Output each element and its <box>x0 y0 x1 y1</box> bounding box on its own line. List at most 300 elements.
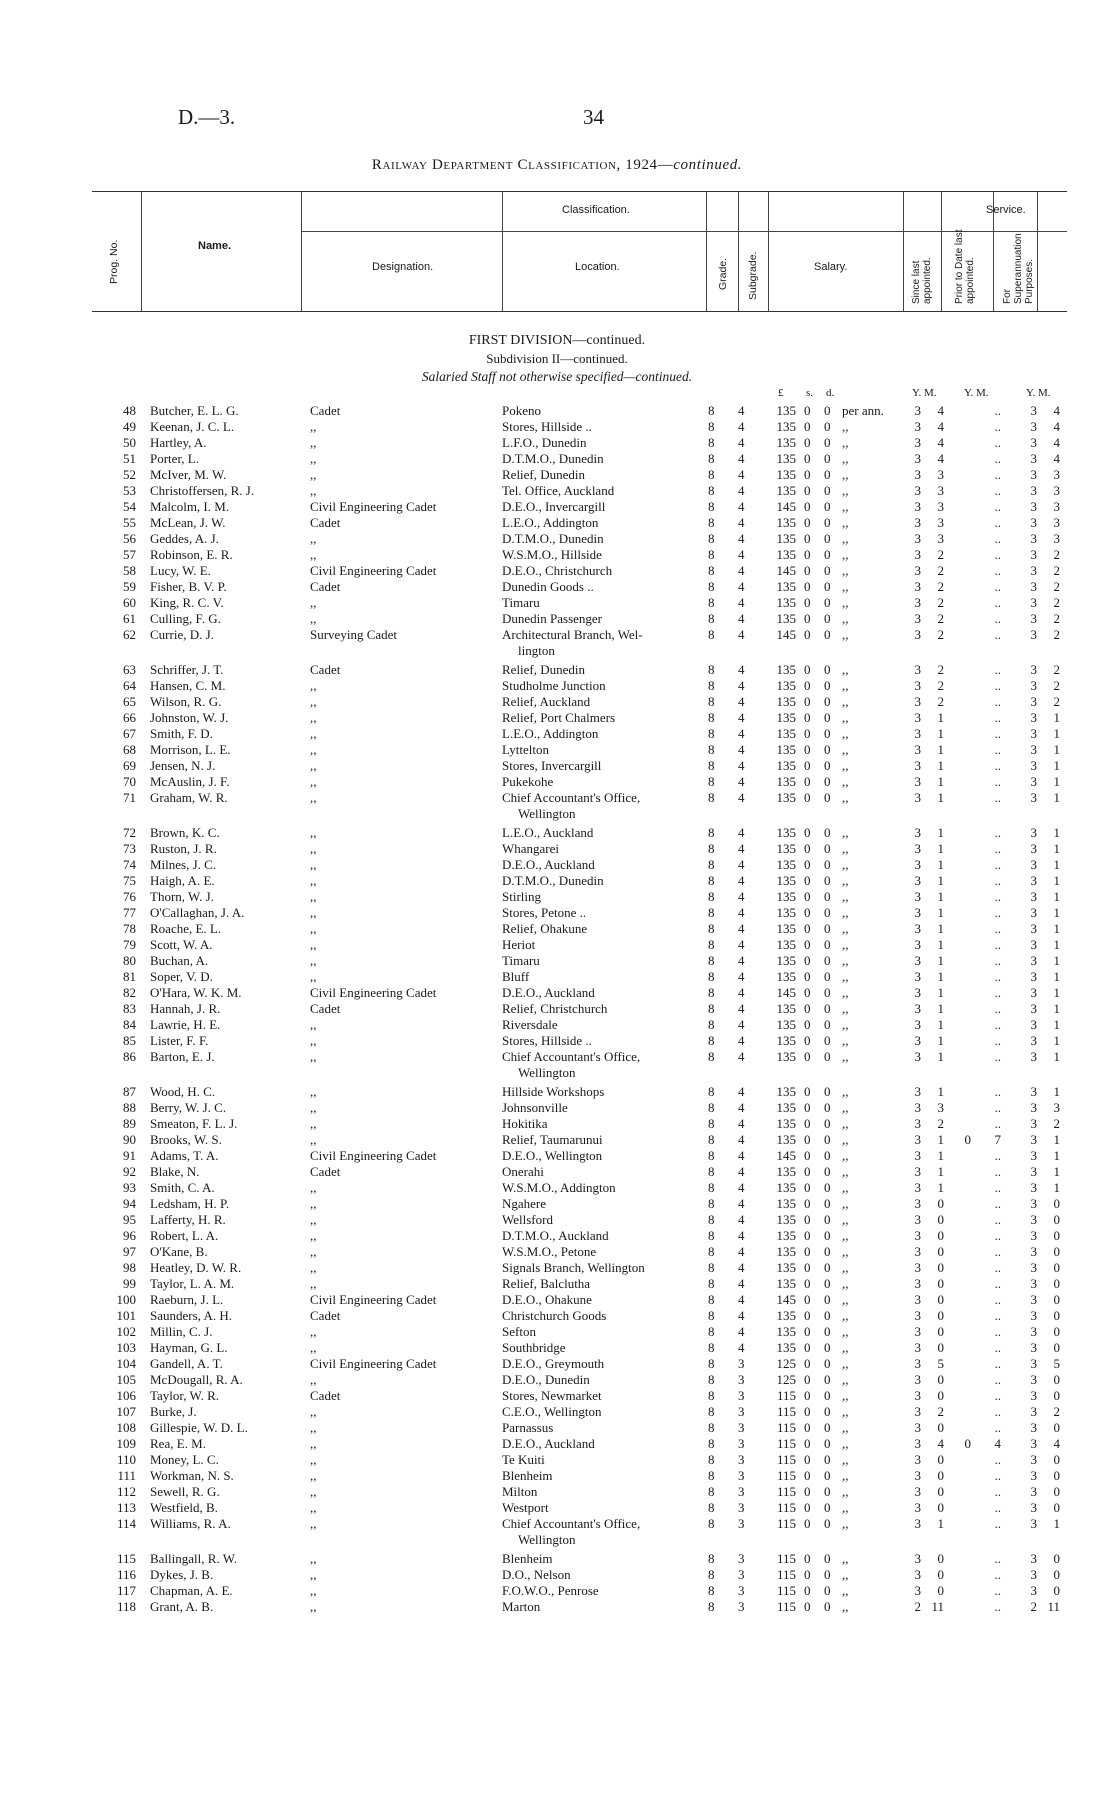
cell-salary-pence: 0 <box>824 1132 831 1147</box>
cell-salary-pounds: 125 <box>776 1356 796 1371</box>
cell-since-years: 3 <box>914 1260 921 1275</box>
cell-salary-pounds: 125 <box>776 1372 796 1387</box>
cell-since-months: 0 <box>937 1196 944 1211</box>
cell-salary-shillings: 0 <box>804 921 811 936</box>
cell-salary-period: ,, <box>842 419 849 434</box>
cell-subgrade: 4 <box>738 678 745 693</box>
cell-super-years: 3 <box>1030 515 1037 530</box>
cell-salary-pounds: 135 <box>776 694 796 709</box>
cell-prior-months: .. <box>994 1148 1001 1163</box>
cell-salary-pounds: 135 <box>776 515 796 530</box>
cell-designation: Civil Engineering Cadet <box>310 1148 437 1163</box>
header-prior-to: Prior to Date last appointed. <box>954 229 976 304</box>
cell-salary-shillings: 0 <box>804 1308 811 1323</box>
cell-designation: ,, <box>310 1049 317 1064</box>
cell-since-years: 3 <box>914 726 921 741</box>
cell-prog-no: 48 <box>123 403 136 418</box>
cell-prior-months: .. <box>994 1292 1001 1307</box>
cell-super-years: 3 <box>1030 1100 1037 1115</box>
cell-salary-pence: 0 <box>824 1372 831 1387</box>
cell-salary-period: ,, <box>842 1500 849 1515</box>
cell-grade: 8 <box>708 1164 715 1179</box>
cell-salary-pence: 0 <box>824 1180 831 1195</box>
cell-salary-pence: 0 <box>824 678 831 693</box>
cell-prog-no: 57 <box>123 547 136 562</box>
cell-since-years: 3 <box>914 1244 921 1259</box>
cell-subgrade: 4 <box>738 467 745 482</box>
cell-subgrade: 4 <box>738 774 745 789</box>
cell-prior-months: .. <box>994 1100 1001 1115</box>
cell-super-years: 3 <box>1030 483 1037 498</box>
cell-super-months: 1 <box>1053 726 1060 741</box>
cell-location: D.E.O., Auckland <box>502 1436 595 1451</box>
cell-location: Relief, Ohakune <box>502 921 588 936</box>
cell-salary-shillings: 0 <box>804 1452 811 1467</box>
cell-super-months: 1 <box>1053 953 1060 968</box>
cell-salary-pence: 0 <box>824 1356 831 1371</box>
cell-name: Culling, F. G. <box>150 611 221 626</box>
cell-salary-period: ,, <box>842 547 849 562</box>
cell-designation: Civil Engineering Cadet <box>310 563 437 578</box>
cell-salary-pounds: 135 <box>776 678 796 693</box>
cell-salary-period: ,, <box>842 1276 849 1291</box>
cell-location: Pukekohe <box>502 774 554 789</box>
cell-prog-no: 84 <box>123 1017 136 1032</box>
cell-grade: 8 <box>708 758 715 773</box>
cell-salary-period: ,, <box>842 1212 849 1227</box>
cell-grade: 8 <box>708 1049 715 1064</box>
cell-super-months: 2 <box>1053 678 1060 693</box>
cell-name: Lawrie, H. E. <box>150 1017 221 1032</box>
cell-since-months: 0 <box>937 1244 944 1259</box>
cell-name: Burke, J. <box>150 1404 197 1419</box>
cell-since-months: 1 <box>937 710 944 725</box>
cell-prior-months: .. <box>994 1228 1001 1243</box>
cell-super-months: 0 <box>1053 1388 1060 1403</box>
cell-subgrade: 4 <box>738 1244 745 1259</box>
cell-salary-shillings: 0 <box>804 499 811 514</box>
cell-designation: ,, <box>310 1583 317 1598</box>
cell-super-months: 3 <box>1053 515 1060 530</box>
cell-since-months: 4 <box>937 435 944 450</box>
cell-location: D.E.O., Auckland <box>502 857 595 872</box>
cell-prior-months: .. <box>994 403 1001 418</box>
cell-salary-pence: 0 <box>824 435 831 450</box>
cell-subgrade: 3 <box>738 1388 745 1403</box>
cell-super-months: 0 <box>1053 1567 1060 1582</box>
cell-salary-pounds: 145 <box>776 499 796 514</box>
cell-super-months: 11 <box>1047 1599 1060 1614</box>
cell-location: Hokitika <box>502 1116 548 1131</box>
cell-subgrade: 4 <box>738 905 745 920</box>
cell-salary-period: ,, <box>842 825 849 840</box>
cell-name: Porter, L. <box>150 451 199 466</box>
cell-salary-period: ,, <box>842 1436 849 1451</box>
cell-designation: ,, <box>310 726 317 741</box>
cell-location-continued: Wellington <box>518 1532 576 1547</box>
cell-salary-shillings: 0 <box>804 969 811 984</box>
cell-subgrade: 4 <box>738 1308 745 1323</box>
cell-prior-months: .. <box>994 921 1001 936</box>
cell-prior-months: .. <box>994 483 1001 498</box>
cell-salary-pence: 0 <box>824 531 831 546</box>
cell-since-years: 3 <box>914 889 921 904</box>
cell-since-years: 3 <box>914 435 921 450</box>
cell-since-months: 1 <box>937 1084 944 1099</box>
cell-salary-pounds: 135 <box>776 419 796 434</box>
cell-since-months: 0 <box>937 1260 944 1275</box>
cell-super-months: 1 <box>1053 1017 1060 1032</box>
cell-salary-shillings: 0 <box>804 1116 811 1131</box>
cell-prior-years: 0 <box>964 1436 971 1451</box>
cell-salary-shillings: 0 <box>804 1551 811 1566</box>
cell-since-years: 3 <box>914 1148 921 1163</box>
cell-designation: ,, <box>310 825 317 840</box>
cell-salary-period: ,, <box>842 1308 849 1323</box>
cell-salary-pounds: 135 <box>776 873 796 888</box>
cell-name: Keenan, J. C. L. <box>150 419 235 434</box>
cell-grade: 8 <box>708 627 715 642</box>
cell-super-years: 3 <box>1030 969 1037 984</box>
cell-location: D.E.O., Wellington <box>502 1148 603 1163</box>
cell-salary-shillings: 0 <box>804 467 811 482</box>
cell-super-years: 3 <box>1030 1244 1037 1259</box>
cell-since-months: 0 <box>937 1420 944 1435</box>
cell-location: Pokeno <box>502 403 541 418</box>
cell-name: Workman, N. S. <box>150 1468 234 1483</box>
cell-salary-period: ,, <box>842 985 849 1000</box>
cell-prior-months: .. <box>994 499 1001 514</box>
cell-subgrade: 4 <box>738 1164 745 1179</box>
cell-prog-no: 96 <box>123 1228 136 1243</box>
cell-since-months: 3 <box>937 483 944 498</box>
cell-since-months: 0 <box>937 1228 944 1243</box>
page-number: 34 <box>583 105 604 129</box>
cell-salary-shillings: 0 <box>804 1500 811 1515</box>
cell-super-years: 3 <box>1030 1420 1037 1435</box>
cell-since-years: 3 <box>914 1516 921 1531</box>
cell-salary-period: ,, <box>842 921 849 936</box>
cell-salary-pence: 0 <box>824 1148 831 1163</box>
cell-subgrade: 4 <box>738 1196 745 1211</box>
cell-designation: ,, <box>310 841 317 856</box>
cell-since-years: 3 <box>914 1567 921 1582</box>
cell-super-months: 0 <box>1053 1551 1060 1566</box>
cell-since-months: 0 <box>937 1324 944 1339</box>
cell-super-years: 3 <box>1030 1260 1037 1275</box>
cell-location: Stores, Hillside .. <box>502 419 592 434</box>
cell-prog-no: 110 <box>116 1452 136 1467</box>
cell-grade: 8 <box>708 595 715 610</box>
cell-super-years: 3 <box>1030 873 1037 888</box>
cell-prog-no: 58 <box>123 563 136 578</box>
cell-since-years: 3 <box>914 1100 921 1115</box>
cell-salary-period: ,, <box>842 483 849 498</box>
cell-since-years: 3 <box>914 1340 921 1355</box>
cell-super-months: 1 <box>1053 1033 1060 1048</box>
cell-since-months: 0 <box>937 1500 944 1515</box>
cell-salary-shillings: 0 <box>804 435 811 450</box>
cell-designation: Surveying Cadet <box>310 627 398 642</box>
cell-subgrade: 4 <box>738 1100 745 1115</box>
cell-salary-period: ,, <box>842 1116 849 1131</box>
cell-super-years: 3 <box>1030 1484 1037 1499</box>
cell-salary-pounds: 135 <box>776 1308 796 1323</box>
cell-designation: ,, <box>310 1551 317 1566</box>
cell-salary-pounds: 145 <box>776 563 796 578</box>
cell-super-years: 3 <box>1030 467 1037 482</box>
cell-grade: 8 <box>708 483 715 498</box>
cell-prog-no: 64 <box>123 678 136 693</box>
cell-designation: ,, <box>310 1420 317 1435</box>
cell-grade: 8 <box>708 1116 715 1131</box>
cell-super-years: 3 <box>1030 774 1037 789</box>
cell-name: McAuslin, J. F. <box>150 774 230 789</box>
cell-salary-pence: 0 <box>824 627 831 642</box>
cell-salary-pence: 0 <box>824 921 831 936</box>
cell-designation: ,, <box>310 467 317 482</box>
cell-prior-months: .. <box>994 1212 1001 1227</box>
cell-salary-period: ,, <box>842 563 849 578</box>
cell-since-months: 2 <box>937 611 944 626</box>
cell-salary-period: ,, <box>842 1484 849 1499</box>
cell-designation: ,, <box>310 611 317 626</box>
cell-since-months: 2 <box>937 579 944 594</box>
cell-salary-pence: 0 <box>824 1308 831 1323</box>
cell-since-years: 3 <box>914 467 921 482</box>
cell-prior-months: .. <box>994 1196 1001 1211</box>
cell-since-years: 3 <box>914 1084 921 1099</box>
cell-prog-no: 91 <box>123 1148 136 1163</box>
cell-salary-pence: 0 <box>824 515 831 530</box>
cell-prior-months: .. <box>994 1260 1001 1275</box>
cell-designation: ,, <box>310 1196 317 1211</box>
cell-designation: ,, <box>310 1084 317 1099</box>
cell-salary-shillings: 0 <box>804 563 811 578</box>
cell-name: Scott, W. A. <box>150 937 213 952</box>
cell-super-months: 1 <box>1053 857 1060 872</box>
cell-prior-months: .. <box>994 1404 1001 1419</box>
cell-grade: 8 <box>708 1276 715 1291</box>
cell-salary-period: ,, <box>842 905 849 920</box>
cell-prog-no: 100 <box>116 1292 136 1307</box>
cell-designation: ,, <box>310 1324 317 1339</box>
cell-prog-no: 72 <box>123 825 136 840</box>
cell-prior-months: .. <box>994 1551 1001 1566</box>
cell-subgrade: 4 <box>738 1017 745 1032</box>
cell-salary-pounds: 115 <box>776 1484 796 1499</box>
cell-prior-months: .. <box>994 1468 1001 1483</box>
cell-salary-pounds: 135 <box>776 758 796 773</box>
cell-prog-no: 101 <box>116 1308 136 1323</box>
cell-super-months: 4 <box>1053 435 1060 450</box>
cell-name: Gandell, A. T. <box>150 1356 223 1371</box>
cell-prior-months: .. <box>994 969 1001 984</box>
cell-salary-shillings: 0 <box>804 515 811 530</box>
cell-subgrade: 4 <box>738 1228 745 1243</box>
cell-subgrade: 4 <box>738 563 745 578</box>
cell-grade: 8 <box>708 1033 715 1048</box>
cell-prior-months: .. <box>994 531 1001 546</box>
cell-salary-period: ,, <box>842 758 849 773</box>
cell-since-months: 1 <box>937 726 944 741</box>
cell-prior-months: .. <box>994 1116 1001 1131</box>
cell-salary-shillings: 0 <box>804 1372 811 1387</box>
cell-prog-no: 77 <box>123 905 136 920</box>
cell-salary-period: ,, <box>842 1404 849 1419</box>
header-subgrade: Subgrade. <box>747 251 759 300</box>
cell-salary-period: ,, <box>842 1033 849 1048</box>
cell-super-months: 1 <box>1053 889 1060 904</box>
cell-designation: ,, <box>310 1212 317 1227</box>
cell-super-years: 3 <box>1030 579 1037 594</box>
cell-salary-period: ,, <box>842 1468 849 1483</box>
cell-name: Money, L. C. <box>150 1452 219 1467</box>
cell-location: Relief, Auckland <box>502 694 591 709</box>
cell-grade: 8 <box>708 1500 715 1515</box>
cell-since-months: 4 <box>937 451 944 466</box>
cell-since-years: 3 <box>914 1228 921 1243</box>
cell-salary-period: per ann. <box>842 403 884 418</box>
cell-since-years: 3 <box>914 547 921 562</box>
cell-prog-no: 102 <box>116 1324 136 1339</box>
cell-prior-months: .. <box>994 1340 1001 1355</box>
cell-subgrade: 4 <box>738 419 745 434</box>
cell-grade: 8 <box>708 611 715 626</box>
cell-super-years: 3 <box>1030 595 1037 610</box>
cell-grade: 8 <box>708 1324 715 1339</box>
cell-since-months: 3 <box>937 515 944 530</box>
cell-super-years: 3 <box>1030 841 1037 856</box>
cell-name: Christoffersen, R. J. <box>150 483 255 498</box>
cell-designation: Civil Engineering Cadet <box>310 1292 437 1307</box>
cell-grade: 8 <box>708 790 715 805</box>
cell-salary-pence: 0 <box>824 1260 831 1275</box>
cell-grade: 8 <box>708 467 715 482</box>
cell-prog-no: 113 <box>116 1500 136 1515</box>
cell-designation: ,, <box>310 1372 317 1387</box>
cell-super-months: 0 <box>1053 1372 1060 1387</box>
cell-salary-pence: 0 <box>824 937 831 952</box>
cell-prior-months: .. <box>994 825 1001 840</box>
cell-salary-shillings: 0 <box>804 678 811 693</box>
cell-grade: 8 <box>708 1388 715 1403</box>
cell-subgrade: 3 <box>738 1484 745 1499</box>
cell-name: Thorn, W. J. <box>150 889 214 904</box>
cell-name: Morrison, L. E. <box>150 742 231 757</box>
cell-location-continued: lington <box>518 643 555 658</box>
cell-salary-shillings: 0 <box>804 1276 811 1291</box>
cell-grade: 8 <box>708 1404 715 1419</box>
cell-salary-shillings: 0 <box>804 627 811 642</box>
cell-super-years: 3 <box>1030 1180 1037 1195</box>
cell-name: Robert, L. A. <box>150 1228 219 1243</box>
cell-salary-period: ,, <box>842 1244 849 1259</box>
cell-since-years: 3 <box>914 1180 921 1195</box>
cell-location: Relief, Taumarunui <box>502 1132 603 1147</box>
cell-since-years: 2 <box>914 1599 921 1614</box>
cell-designation: ,, <box>310 1260 317 1275</box>
cell-super-months: 1 <box>1053 841 1060 856</box>
cell-since-years: 3 <box>914 563 921 578</box>
cell-salary-pence: 0 <box>824 1196 831 1211</box>
cell-salary-shillings: 0 <box>804 694 811 709</box>
cell-name: Williams, R. A. <box>150 1516 231 1531</box>
cell-since-years: 3 <box>914 1017 921 1032</box>
cell-prior-months: .. <box>994 857 1001 872</box>
cell-salary-pence: 0 <box>824 1164 831 1179</box>
cell-salary-shillings: 0 <box>804 1340 811 1355</box>
cell-prog-no: 107 <box>116 1404 136 1419</box>
cell-super-years: 3 <box>1030 905 1037 920</box>
cell-salary-pounds: 135 <box>776 595 796 610</box>
cell-salary-shillings: 0 <box>804 873 811 888</box>
cell-salary-shillings: 0 <box>804 1567 811 1582</box>
cell-name: Heatley, D. W. R. <box>150 1260 242 1275</box>
cell-location-continued: Wellington <box>518 1065 576 1080</box>
cell-salary-pounds: 135 <box>776 547 796 562</box>
cell-salary-pence: 0 <box>824 694 831 709</box>
cell-prog-no: 69 <box>123 758 136 773</box>
cell-salary-pence: 0 <box>824 1228 831 1243</box>
cell-salary-pounds: 135 <box>776 1164 796 1179</box>
staff-heading: Salaried Staff not otherwise specified—continued. <box>421 369 693 384</box>
cell-salary-shillings: 0 <box>804 1260 811 1275</box>
cell-super-years: 3 <box>1030 1132 1037 1147</box>
cell-salary-period: ,, <box>842 889 849 904</box>
cell-location: Timaru <box>502 953 540 968</box>
cell-prog-no: 60 <box>123 595 136 610</box>
cell-designation: ,, <box>310 1132 317 1147</box>
cell-super-years: 3 <box>1030 985 1037 1000</box>
cell-prior-months: 4 <box>994 1436 1001 1451</box>
cell-location: D.T.M.O., Auckland <box>502 1228 609 1243</box>
cell-since-years: 3 <box>914 857 921 872</box>
cell-prog-no: 117 <box>116 1583 136 1598</box>
cell-since-years: 3 <box>914 1001 921 1016</box>
table-header <box>92 191 1067 312</box>
cell-subgrade: 4 <box>738 985 745 1000</box>
cell-since-years: 3 <box>914 1116 921 1131</box>
cell-salary-period: ,, <box>842 1420 849 1435</box>
cell-prog-no: 62 <box>123 627 136 642</box>
cell-prior-months: .. <box>994 1388 1001 1403</box>
cell-since-years: 3 <box>914 758 921 773</box>
cell-name: Taylor, W. R. <box>150 1388 219 1403</box>
cell-salary-pounds: 115 <box>776 1583 796 1598</box>
cell-salary-shillings: 0 <box>804 1356 811 1371</box>
cell-super-months: 2 <box>1053 1404 1060 1419</box>
cell-since-months: 1 <box>937 1132 944 1147</box>
cell-since-years: 3 <box>914 969 921 984</box>
cell-since-months: 3 <box>937 531 944 546</box>
cell-salary-pence: 0 <box>824 1244 831 1259</box>
cell-salary-pence: 0 <box>824 710 831 725</box>
cell-super-months: 1 <box>1053 825 1060 840</box>
cell-name: McDougall, R. A. <box>150 1372 243 1387</box>
cell-super-years: 3 <box>1030 1404 1037 1419</box>
cell-designation: ,, <box>310 1452 317 1467</box>
cell-designation: ,, <box>310 953 317 968</box>
cell-salary-pence: 0 <box>824 825 831 840</box>
title-continued: continued. <box>673 157 743 173</box>
cell-salary-pence: 0 <box>824 611 831 626</box>
cell-salary-pounds: 145 <box>776 627 796 642</box>
cell-subgrade: 4 <box>738 790 745 805</box>
cell-subgrade: 4 <box>738 1049 745 1064</box>
cell-super-months: 2 <box>1053 1116 1060 1131</box>
cell-prior-months: .. <box>994 1180 1001 1195</box>
